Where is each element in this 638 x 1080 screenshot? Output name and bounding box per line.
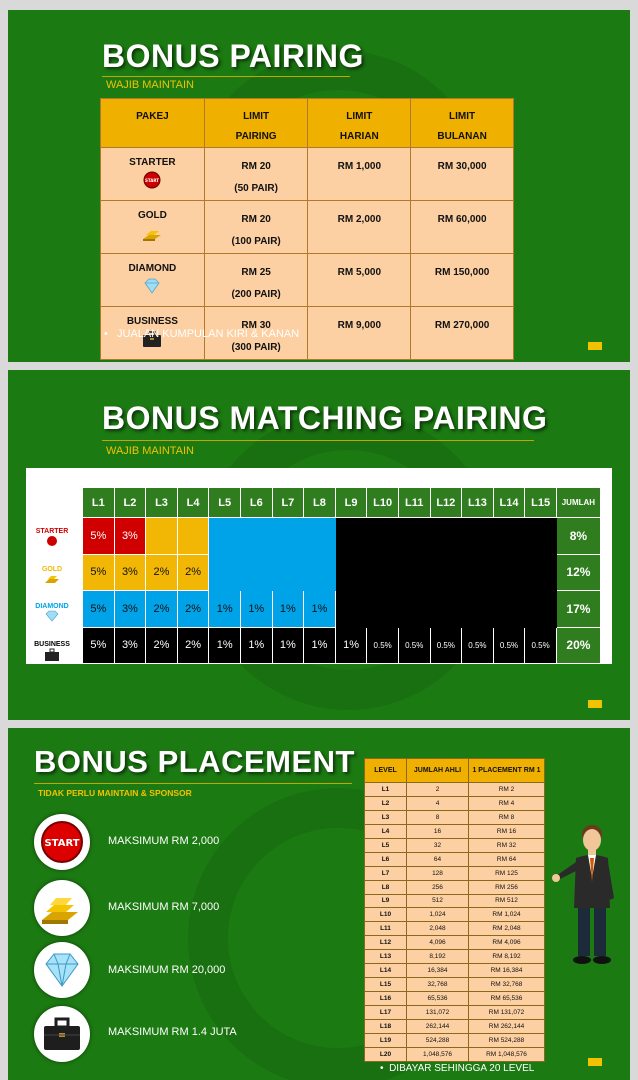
level-header-l10: L10 bbox=[367, 488, 399, 518]
bullet-note: • JUALAN KUMPULAN KIRI & KANAN bbox=[104, 328, 300, 340]
diamond-icon bbox=[34, 942, 90, 998]
limit-cell: RM 20 (100 PAIR) bbox=[204, 201, 308, 254]
matching-cell bbox=[430, 518, 462, 555]
page-number bbox=[588, 342, 602, 350]
placement-cell: RM 1,024 bbox=[469, 908, 545, 922]
slide-subtitle: WAJIB MAINTAIN bbox=[106, 445, 194, 457]
matching-cell bbox=[146, 518, 178, 555]
level-header-l2: L2 bbox=[114, 488, 146, 518]
level-cell: L8 bbox=[365, 880, 407, 894]
jumlah-ahli-cell: 2 bbox=[407, 783, 469, 797]
level-cell: L15 bbox=[365, 978, 407, 992]
jumlah-ahli-cell: 2,048 bbox=[407, 922, 469, 936]
col-header-level: LEVEL bbox=[365, 759, 407, 783]
table-row bbox=[365, 922, 545, 936]
jumlah-cell: 8% bbox=[556, 518, 600, 555]
matching-cell bbox=[209, 518, 241, 555]
matching-cell: 3% bbox=[114, 591, 146, 628]
matching-cell bbox=[525, 591, 557, 628]
matching-cell bbox=[240, 518, 272, 555]
matching-cell: 5% bbox=[83, 518, 115, 555]
pakej-cell: DIAMOND bbox=[101, 254, 205, 307]
gold-bars-icon bbox=[34, 880, 90, 936]
placement-cell: RM 131,072 bbox=[469, 1006, 545, 1020]
bulanan-cell: RM 60,000 bbox=[411, 201, 514, 254]
slide-subtitle: WAJIB MAINTAIN bbox=[106, 79, 194, 91]
placement-cell: RM 1,048,576 bbox=[469, 1047, 545, 1061]
table-row bbox=[365, 894, 545, 908]
placement-cell: RM 32,768 bbox=[469, 978, 545, 992]
table-row bbox=[365, 1006, 545, 1020]
placement-cell: RM 8,192 bbox=[469, 950, 545, 964]
table-row bbox=[365, 852, 545, 866]
table-row bbox=[365, 992, 545, 1006]
jumlah-ahli-cell: 256 bbox=[407, 880, 469, 894]
package-name: BUSINESS bbox=[34, 640, 70, 648]
presenter-illustration bbox=[548, 818, 628, 968]
jumlah-ahli-cell: 524,288 bbox=[407, 1033, 469, 1047]
matching-cell: 2% bbox=[146, 554, 178, 591]
bullet-note: • DIBAYAR SEHINGGA 20 LEVEL bbox=[380, 1063, 535, 1074]
matching-cell bbox=[209, 554, 241, 591]
pakej-cell: GOLD bbox=[101, 201, 205, 254]
icon-circle bbox=[34, 1006, 90, 1062]
matching-cell bbox=[272, 518, 304, 555]
matching-cell bbox=[462, 518, 494, 555]
matching-cell: 1% bbox=[240, 591, 272, 628]
level-cell: L17 bbox=[365, 1006, 407, 1020]
matching-cell: 2% bbox=[146, 591, 178, 628]
harian-cell: RM 2,000 bbox=[308, 201, 411, 254]
matching-cell bbox=[335, 554, 367, 591]
table-row bbox=[365, 824, 545, 838]
matching-cell: 3% bbox=[114, 554, 146, 591]
matching-cell: 5% bbox=[83, 627, 115, 664]
table-row bbox=[365, 810, 545, 824]
slide-bonus-pairing bbox=[8, 10, 630, 362]
level-cell: L19 bbox=[365, 1033, 407, 1047]
title-underline bbox=[102, 440, 534, 441]
matching-cell bbox=[367, 591, 399, 628]
icon-circle bbox=[34, 942, 90, 998]
svg-text:START: START bbox=[44, 838, 80, 849]
matching-cell: 1% bbox=[272, 627, 304, 664]
jumlah-ahli-cell: 65,536 bbox=[407, 992, 469, 1006]
placement-cell: RM 256 bbox=[469, 880, 545, 894]
page-number bbox=[588, 1058, 602, 1066]
placement-cell: RM 16 bbox=[469, 824, 545, 838]
matching-cell bbox=[462, 591, 494, 628]
matching-cell bbox=[335, 518, 367, 555]
matching-cell: 3% bbox=[114, 518, 146, 555]
matching-cell: 2% bbox=[177, 591, 209, 628]
level-cell: L2 bbox=[365, 796, 407, 810]
jumlah-cell: 20% bbox=[556, 627, 600, 664]
start-button-icon bbox=[142, 171, 162, 189]
matching-cell: 1% bbox=[304, 591, 336, 628]
table-row bbox=[365, 1019, 545, 1033]
table-row bbox=[365, 950, 545, 964]
matching-cell bbox=[304, 518, 336, 555]
package-label-diamond bbox=[22, 603, 82, 624]
col-header-limit-bulanan: LIMIT BULANAN bbox=[411, 99, 514, 148]
diamond-icon bbox=[22, 610, 82, 624]
matching-cell: 1% bbox=[209, 627, 241, 664]
page-number bbox=[588, 700, 602, 708]
matching-cell: 2% bbox=[146, 627, 178, 664]
placement-cell: RM 32 bbox=[469, 838, 545, 852]
table-header-row bbox=[365, 759, 545, 783]
jumlah-header: JUMLAH bbox=[556, 488, 600, 518]
col-header-limit-harian: LIMIT HARIAN bbox=[308, 99, 411, 148]
matching-cell: 5% bbox=[83, 591, 115, 628]
harian-cell: RM 1,000 bbox=[308, 148, 411, 201]
matching-cell bbox=[398, 518, 430, 555]
limit-cell: RM 30 (300 PAIR) bbox=[204, 307, 308, 360]
level-cell: L11 bbox=[365, 922, 407, 936]
matching-cell: 0.5% bbox=[462, 627, 494, 664]
matching-cell: 1% bbox=[304, 627, 336, 664]
matching-cell bbox=[462, 554, 494, 591]
matching-cell bbox=[177, 518, 209, 555]
limit-cell: RM 25 (200 PAIR) bbox=[204, 254, 308, 307]
jumlah-ahli-cell: 128 bbox=[407, 866, 469, 880]
placement-cell: RM 65,536 bbox=[469, 992, 545, 1006]
placement-cell: RM 16,384 bbox=[469, 964, 545, 978]
placement-cell: RM 262,144 bbox=[469, 1019, 545, 1033]
package-label-gold bbox=[22, 566, 82, 587]
gold-bars-icon bbox=[22, 573, 82, 587]
package-name: GOLD bbox=[41, 565, 63, 573]
matching-cell bbox=[367, 554, 399, 591]
table-header-row bbox=[101, 99, 514, 148]
table-row bbox=[365, 1033, 545, 1047]
slide-bonus-placement bbox=[8, 728, 630, 1080]
slide-subtitle: TIDAK PERLU MAINTAIN & SPONSOR bbox=[38, 788, 192, 798]
matching-cell bbox=[272, 554, 304, 591]
col-header-placement: 1 PLACEMENT RM 1 bbox=[469, 759, 545, 783]
matching-cell bbox=[304, 554, 336, 591]
level-cell: L5 bbox=[365, 838, 407, 852]
matching-cell bbox=[398, 554, 430, 591]
jumlah-ahli-cell: 32,768 bbox=[407, 978, 469, 992]
placement-cell: RM 125 bbox=[469, 866, 545, 880]
pairing-table bbox=[100, 98, 514, 360]
level-cell: L13 bbox=[365, 950, 407, 964]
level-cell: L18 bbox=[365, 1019, 407, 1033]
matching-cell: 0.5% bbox=[367, 627, 399, 664]
table-row bbox=[365, 796, 545, 810]
level-header-l6: L6 bbox=[240, 488, 272, 518]
table-row bbox=[365, 880, 545, 894]
matching-cell bbox=[398, 591, 430, 628]
matching-cell bbox=[525, 554, 557, 591]
matching-cell bbox=[493, 591, 525, 628]
level-header-l8: L8 bbox=[304, 488, 336, 518]
pakej-cell: BUSINESS bbox=[101, 307, 205, 360]
matching-row-gold bbox=[83, 554, 601, 591]
level-header-l7: L7 bbox=[272, 488, 304, 518]
icon-circle bbox=[34, 880, 90, 936]
slide-title: BONUS PAIRING bbox=[102, 38, 364, 74]
placement-cell: RM 2 bbox=[469, 783, 545, 797]
level-header-l12: L12 bbox=[430, 488, 462, 518]
matching-cell: 1% bbox=[272, 591, 304, 628]
matching-row-business bbox=[83, 627, 601, 664]
matching-cell bbox=[525, 518, 557, 555]
matching-cell bbox=[493, 554, 525, 591]
table-row bbox=[365, 978, 545, 992]
jumlah-ahli-cell: 1,024 bbox=[407, 908, 469, 922]
matching-row-starter bbox=[83, 518, 601, 555]
matching-cell: 0.5% bbox=[430, 627, 462, 664]
col-header-limit-pairing: LIMIT PAIRING bbox=[204, 99, 308, 148]
level-header-l5: L5 bbox=[209, 488, 241, 518]
table-row bbox=[101, 148, 514, 201]
harian-cell: RM 5,000 bbox=[308, 254, 411, 307]
placement-cell: RM 4,096 bbox=[469, 936, 545, 950]
package-name: DIAMOND bbox=[35, 603, 69, 610]
jumlah-ahli-cell: 4,096 bbox=[407, 936, 469, 950]
placement-cell: RM 2,048 bbox=[469, 922, 545, 936]
level-cell: L3 bbox=[365, 810, 407, 824]
level-header-l4: L4 bbox=[177, 488, 209, 518]
matching-grid bbox=[82, 487, 601, 664]
table-row bbox=[365, 866, 545, 880]
title-underline bbox=[102, 76, 350, 77]
level-header-l13: L13 bbox=[462, 488, 494, 518]
level-cell: L1 bbox=[365, 783, 407, 797]
table-row bbox=[101, 201, 514, 254]
jumlah-cell: 17% bbox=[556, 591, 600, 628]
matching-cell bbox=[335, 591, 367, 628]
placement-text: MAKSIMUM RM 1.4 JUTA bbox=[108, 1026, 237, 1038]
icon-circle bbox=[34, 814, 90, 870]
matching-cell bbox=[367, 518, 399, 555]
col-header-pakej: PAKEJ bbox=[101, 99, 205, 148]
table-row bbox=[365, 783, 545, 797]
diamond-icon bbox=[141, 277, 163, 295]
level-cell: L7 bbox=[365, 866, 407, 880]
placement-cell: RM 8 bbox=[469, 810, 545, 824]
matching-cell: 0.5% bbox=[525, 627, 557, 664]
matching-cell: 1% bbox=[209, 591, 241, 628]
table-row bbox=[365, 936, 545, 950]
level-cell: L14 bbox=[365, 964, 407, 978]
level-header-l3: L3 bbox=[146, 488, 178, 518]
table-row bbox=[365, 838, 545, 852]
level-cell: L16 bbox=[365, 992, 407, 1006]
slide-bonus-matching-pairing bbox=[8, 370, 630, 720]
jumlah-ahli-cell: 8 bbox=[407, 810, 469, 824]
table-row bbox=[365, 908, 545, 922]
placement-cell: RM 512 bbox=[469, 894, 545, 908]
jumlah-ahli-cell: 8,192 bbox=[407, 950, 469, 964]
jumlah-ahli-cell: 64 bbox=[407, 852, 469, 866]
placement-text: MAKSIMUM RM 7,000 bbox=[108, 901, 220, 913]
placement-cell: RM 524,288 bbox=[469, 1033, 545, 1047]
placement-cell: RM 4 bbox=[469, 796, 545, 810]
package-label-starter bbox=[22, 528, 82, 549]
level-header-l14: L14 bbox=[493, 488, 525, 518]
jumlah-ahli-cell: 4 bbox=[407, 796, 469, 810]
matching-cell: 2% bbox=[177, 627, 209, 664]
pakej-cell: STARTER START bbox=[101, 148, 205, 201]
matching-cell: 5% bbox=[83, 554, 115, 591]
bulanan-cell: RM 30,000 bbox=[411, 148, 514, 201]
gold-bars-icon bbox=[141, 224, 163, 242]
title-underline bbox=[34, 783, 352, 784]
briefcase-icon bbox=[34, 1006, 90, 1062]
jumlah-ahli-cell: 32 bbox=[407, 838, 469, 852]
harian-cell: RM 9,000 bbox=[308, 307, 411, 360]
package-name: STARTER bbox=[35, 528, 69, 535]
col-header-jumlah-ahli: JUMLAH AHLI bbox=[407, 759, 469, 783]
placement-text: MAKSIMUM RM 20,000 bbox=[108, 964, 226, 976]
jumlah-cell: 12% bbox=[556, 554, 600, 591]
level-cell: L6 bbox=[365, 852, 407, 866]
matching-cell: 1% bbox=[240, 627, 272, 664]
matching-row-diamond bbox=[83, 591, 601, 628]
placement-level-table bbox=[364, 758, 545, 1062]
level-cell: L12 bbox=[365, 936, 407, 950]
placement-text: MAKSIMUM RM 2,000 bbox=[108, 835, 220, 847]
matching-cell: 0.5% bbox=[493, 627, 525, 664]
bulanan-cell: RM 270,000 bbox=[411, 307, 514, 360]
table-row bbox=[101, 254, 514, 307]
matching-cell bbox=[493, 518, 525, 555]
table-row bbox=[365, 964, 545, 978]
briefcase-icon bbox=[22, 648, 82, 664]
start-button-icon bbox=[22, 535, 82, 549]
matching-cell: 0.5% bbox=[398, 627, 430, 664]
limit-cell: RM 20 (50 PAIR) bbox=[204, 148, 308, 201]
package-label-business bbox=[22, 641, 82, 664]
level-cell: L10 bbox=[365, 908, 407, 922]
matching-cell: 2% bbox=[177, 554, 209, 591]
level-cell: L20 bbox=[365, 1047, 407, 1061]
slide-title: BONUS MATCHING PAIRING bbox=[102, 400, 548, 436]
grid-header-row bbox=[83, 488, 601, 518]
jumlah-ahli-cell: 131,072 bbox=[407, 1006, 469, 1020]
matching-cell bbox=[430, 591, 462, 628]
start-button-icon bbox=[34, 814, 90, 870]
level-header-l11: L11 bbox=[398, 488, 430, 518]
matching-cell: 3% bbox=[114, 627, 146, 664]
table-row bbox=[365, 1047, 545, 1061]
matching-cell bbox=[430, 554, 462, 591]
jumlah-ahli-cell: 16,384 bbox=[407, 964, 469, 978]
level-header-l1: L1 bbox=[83, 488, 115, 518]
level-header-l9: L9 bbox=[335, 488, 367, 518]
placement-cell: RM 64 bbox=[469, 852, 545, 866]
matching-cell: 1% bbox=[335, 627, 367, 664]
svg-text:START: START bbox=[145, 178, 160, 183]
level-cell: L4 bbox=[365, 824, 407, 838]
jumlah-ahli-cell: 1,048,576 bbox=[407, 1047, 469, 1061]
matching-cell bbox=[240, 554, 272, 591]
bulanan-cell: RM 150,000 bbox=[411, 254, 514, 307]
level-header-l15: L15 bbox=[525, 488, 557, 518]
jumlah-ahli-cell: 512 bbox=[407, 894, 469, 908]
slide-title: BONUS PLACEMENT bbox=[34, 744, 355, 779]
jumlah-ahli-cell: 262,144 bbox=[407, 1019, 469, 1033]
jumlah-ahli-cell: 16 bbox=[407, 824, 469, 838]
level-cell: L9 bbox=[365, 894, 407, 908]
